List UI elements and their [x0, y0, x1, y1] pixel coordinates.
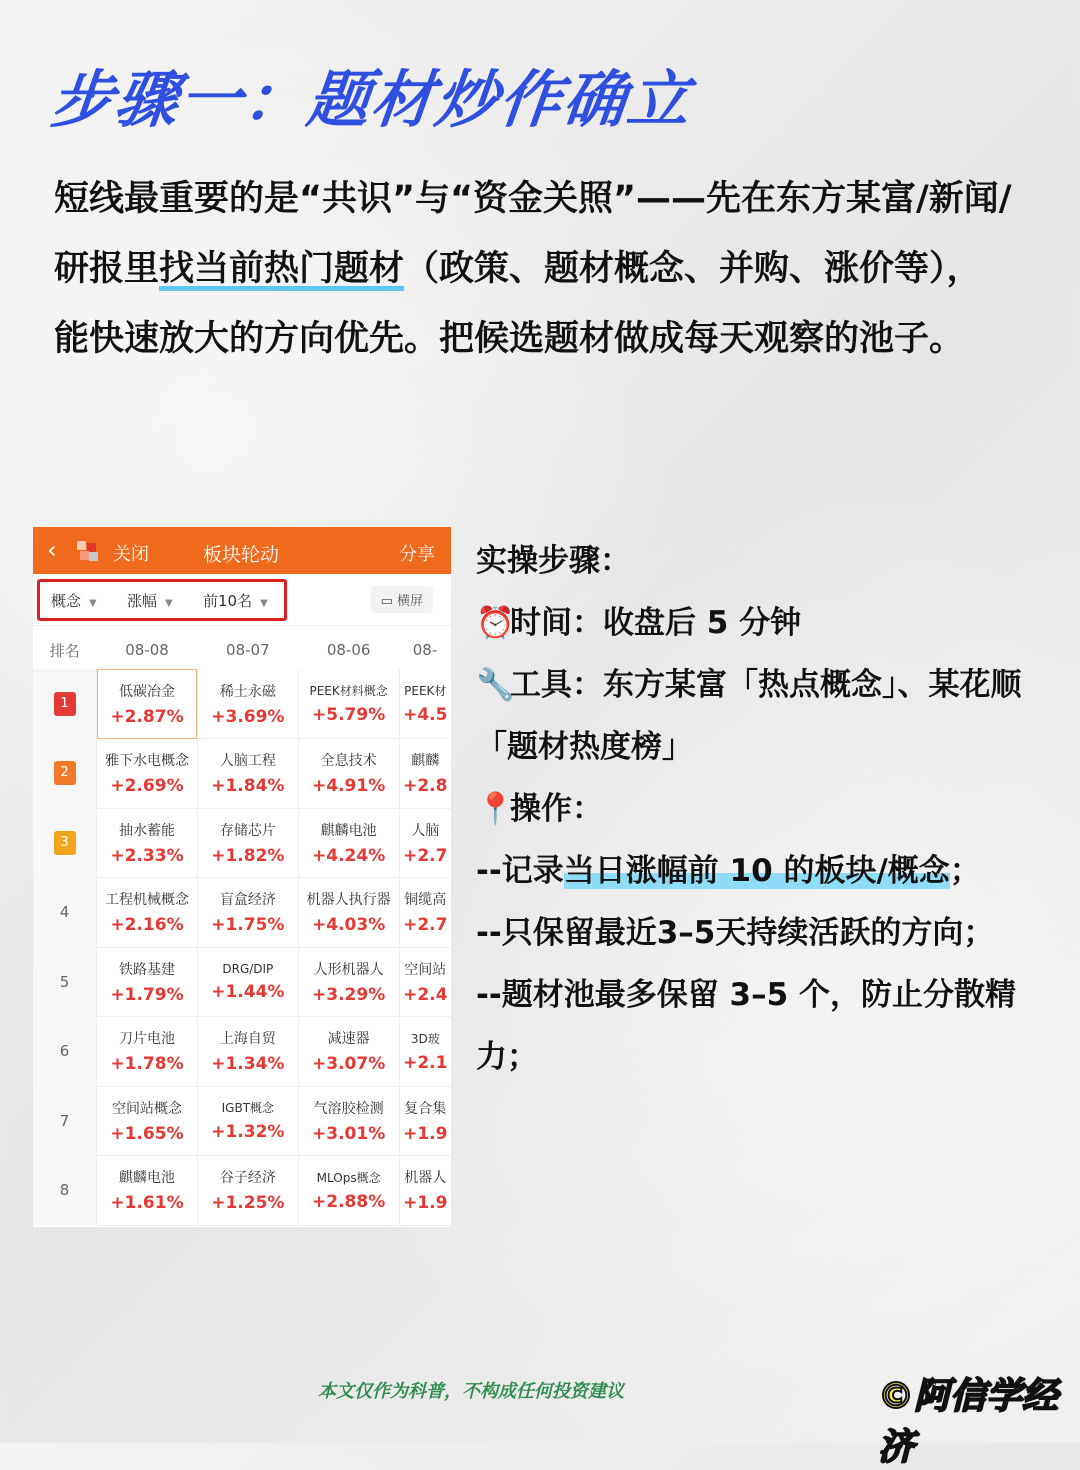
concept-cell[interactable] [97, 808, 198, 878]
concept-change: +3.69% [211, 706, 285, 727]
step-time-value: 收盘后 5 分钟 [603, 605, 802, 641]
concept-name: 存储芯片 [219, 822, 276, 839]
chevron-down-icon: ▼ [260, 598, 268, 609]
concept-cell[interactable] [197, 739, 298, 809]
column-header: 排名 [49, 641, 80, 660]
concept-cell[interactable] [97, 1156, 198, 1226]
alarm-clock-icon: ⏰ [476, 605, 515, 641]
operation-item-1 [476, 840, 1036, 902]
concept-name: PEEK材 [404, 684, 447, 698]
concept-change: +2.16% [110, 915, 184, 936]
concept-change: +2.88% [312, 1191, 386, 1212]
rank-badge: 4 [59, 903, 70, 922]
concept-cell[interactable] [197, 1156, 298, 1226]
brand-watermark: ©阿信学经济 [878, 1376, 1059, 1468]
concept-cell[interactable] [97, 669, 198, 739]
step-tool-label: 工具： [510, 667, 603, 703]
step-operation-label: 操作： [510, 791, 603, 827]
concept-cell[interactable] [197, 947, 298, 1017]
concept-cell[interactable] [399, 1017, 451, 1087]
concept-cell[interactable] [197, 808, 298, 878]
concept-change: +1.65% [110, 1123, 184, 1144]
concept-name: 铜缆高 [404, 892, 447, 909]
concept-name: 刀片电池 [119, 1031, 176, 1048]
concept-name: MLOps概念 [316, 1170, 381, 1185]
concept-cell[interactable] [197, 1086, 298, 1156]
concept-name: 减速器 [327, 1031, 370, 1048]
step-time-label: 时间： [510, 605, 603, 641]
concept-change: +5.79% [312, 705, 386, 725]
concept-name: 全息技术 [320, 753, 377, 770]
concept-name: 机器人执行器 [306, 892, 391, 909]
filter-top10-label: 前10名 [203, 592, 253, 610]
operation-item-3: --题材池最多保留 3–5 个，防止分散精力； [476, 977, 1016, 1075]
ranking-table [33, 631, 451, 1226]
concept-change: +1.9 [403, 1193, 448, 1214]
concept-change: +2.7 [403, 915, 448, 936]
concept-change: +1.79% [110, 984, 184, 1005]
operation-item-2: --只保留最近3–5天持续活跃的方向； [476, 915, 995, 951]
concept-change: +3.07% [312, 1054, 386, 1075]
concept-change: +1.84% [211, 776, 285, 797]
concept-cell[interactable] [197, 878, 298, 948]
operation-item-1-post: ； [949, 853, 981, 889]
table-row[interactable] [33, 947, 451, 1017]
filter-concept-label: 概念 [51, 592, 82, 610]
concept-cell[interactable] [97, 878, 198, 948]
concept-name: IGBT概念 [221, 1101, 275, 1116]
concept-cell[interactable] [399, 947, 451, 1017]
rank-badge: 7 [59, 1111, 70, 1130]
table-row[interactable] [33, 1017, 451, 1087]
step-tool-value: 东方某富「热点概念」、某花顺「题材热度榜」 [476, 667, 1022, 765]
rank-badge: 8 [59, 1181, 70, 1200]
concept-name: 工程机械概念 [105, 892, 190, 909]
table-row[interactable] [33, 1156, 451, 1226]
back-icon[interactable]: ‹ [47, 536, 57, 564]
intro-paragraph [54, 164, 1014, 374]
concept-name: 低碳冶金 [119, 683, 176, 700]
column-header[interactable]: 08-08 [125, 641, 169, 659]
concept-change: +1.61% [110, 1193, 184, 1214]
concept-cell[interactable] [197, 1017, 298, 1087]
concept-change: +1.78% [110, 1054, 184, 1075]
share-button[interactable]: 分享 [399, 544, 435, 565]
rank-cell [33, 1156, 97, 1226]
app-header [33, 527, 451, 574]
concept-name: DRG/DIP [222, 961, 274, 976]
concept-cell[interactable] [298, 947, 399, 1017]
concept-change: +4.03% [312, 915, 386, 936]
app-screenshot [33, 527, 451, 1227]
table-row[interactable] [33, 669, 451, 739]
concept-change: +2.4 [403, 984, 448, 1005]
concept-change: +2.87% [110, 706, 184, 727]
concept-change: +1.75% [211, 915, 285, 936]
concept-change: +4.5 [403, 705, 448, 725]
concept-cell[interactable] [298, 878, 399, 948]
rank-cell [33, 808, 97, 878]
app-title: 板块轮动 [203, 544, 280, 566]
steps-panel [476, 530, 1036, 1088]
intro-highlight: 找当前热门题材 [159, 249, 405, 289]
filter-top10[interactable] [203, 590, 268, 611]
concept-name: PEEK材料概念 [309, 684, 388, 698]
concept-cell[interactable] [298, 1017, 399, 1087]
concept-change: +2.33% [110, 845, 184, 866]
concept-cell[interactable] [197, 669, 298, 739]
table-row[interactable] [33, 739, 451, 809]
close-button[interactable]: 关闭 [113, 544, 149, 565]
landscape-icon: ▭ [380, 594, 397, 609]
concept-name: 麒麟电池 [119, 1170, 176, 1187]
concept-change: +4.24% [312, 845, 386, 866]
column-header[interactable]: 08-06 [326, 641, 371, 659]
concept-change: +1.44% [211, 981, 285, 1002]
concept-name: 空间站概念 [112, 1100, 183, 1117]
concept-name: 麒麟电池 [320, 822, 377, 839]
concept-name: 麒麟 [411, 753, 440, 770]
filter-gain-label: 涨幅 [127, 592, 158, 610]
chevron-down-icon: ▼ [89, 598, 97, 609]
page-title: 步骤一：题材炒作确立 [47, 63, 696, 136]
concept-change: +2.69% [110, 776, 184, 797]
concept-name: 人脑工程 [219, 753, 276, 770]
concept-change: +1.9 [403, 1123, 448, 1144]
concept-cell[interactable] [298, 808, 399, 878]
rank-badge: 6 [59, 1042, 70, 1061]
filter-gain[interactable] [127, 590, 173, 611]
concept-cell[interactable] [97, 1086, 198, 1156]
concept-change: +2.7 [403, 845, 448, 866]
concept-change: +2.1 [403, 1052, 448, 1073]
concept-cell[interactable] [399, 669, 451, 739]
concept-name: 谷子经济 [219, 1170, 276, 1187]
concept-change: +1.82% [211, 845, 285, 866]
concept-cell[interactable] [298, 1156, 399, 1226]
table-header-row [33, 631, 451, 669]
rank-cell [33, 1017, 97, 1087]
concept-name: 气溶胶检测 [313, 1100, 384, 1117]
table-row[interactable] [33, 808, 451, 878]
concept-change: +1.25% [211, 1193, 285, 1214]
concept-change: +3.01% [312, 1123, 386, 1144]
pin-icon: 📍 [476, 791, 515, 827]
rank-cell [33, 669, 97, 739]
concept-cell[interactable] [399, 878, 451, 948]
concept-name: 空间站 [404, 961, 447, 978]
concept-name: 机器人 [404, 1170, 447, 1187]
rank-badge: 3 [54, 831, 76, 855]
concept-change: +1.34% [211, 1054, 285, 1075]
step-operation [476, 778, 1036, 840]
concept-change: +4.91% [312, 776, 386, 797]
concept-change: +3.29% [312, 984, 386, 1005]
rank-badge: 2 [54, 761, 76, 785]
rank-cell [33, 1086, 97, 1156]
concept-change: +1.32% [211, 1122, 285, 1143]
concept-cell[interactable] [97, 947, 198, 1017]
concept-cell[interactable] [399, 808, 451, 878]
column-header[interactable]: 08-07 [226, 641, 270, 659]
operation-item-1-highlight: 当日涨幅前 10 的板块/概念 [563, 853, 950, 889]
concept-name: 铁路基建 [119, 961, 176, 978]
concept-cell[interactable] [298, 739, 399, 809]
step-tool [476, 654, 1036, 778]
concept-cell[interactable] [399, 1156, 451, 1226]
concept-name: 稀土永磁 [219, 683, 276, 700]
concept-cell[interactable] [298, 669, 399, 739]
concept-name: 上海自贸 [219, 1031, 276, 1048]
filter-concept[interactable] [51, 590, 97, 611]
intro-text-1: 短线最重要的是“共识”与“资金关照”——先在东方某富/新闻/研报里 [54, 179, 1012, 289]
table-row[interactable] [33, 1086, 451, 1156]
wrench-icon: 🔧 [476, 667, 515, 703]
concept-cell[interactable] [298, 1086, 399, 1156]
concept-name: 复合集 [404, 1100, 447, 1117]
rank-badge: 1 [54, 692, 76, 716]
app-logo-icon [77, 541, 99, 561]
concept-change: +2.8 [403, 776, 448, 797]
steps-heading: 实操步骤： [476, 543, 631, 579]
concept-name: 3D玻 [410, 1031, 440, 1046]
disclaimer: 本文仅作为科普，不构成任何投资建议 [318, 1381, 624, 1402]
concept-cell[interactable] [97, 739, 198, 809]
rank-cell [33, 947, 97, 1017]
concept-name: 盲盒经济 [219, 892, 276, 909]
table-row[interactable] [33, 878, 451, 948]
rank-cell [33, 739, 97, 809]
concept-name: 人脑 [411, 822, 440, 839]
rank-cell [33, 878, 97, 948]
landscape-label: 横屏 [396, 594, 423, 609]
column-header[interactable]: 08- [412, 641, 438, 659]
step-time [476, 592, 1036, 654]
filter-bar [33, 574, 451, 626]
concept-name: 人形机器人 [313, 961, 384, 978]
concept-cell[interactable] [399, 1086, 451, 1156]
landscape-button[interactable] [371, 586, 433, 613]
intro-text-2: （政策、题材概念、并购、涨价等），能快速放大的方向优先。把候选题材做成每天观察的池子。 [54, 249, 982, 359]
chevron-down-icon: ▼ [165, 598, 173, 609]
concept-cell[interactable] [97, 1017, 198, 1087]
concept-name: 抽水蓄能 [119, 822, 176, 839]
rank-badge: 5 [59, 972, 70, 991]
concept-cell[interactable] [399, 739, 451, 809]
operation-item-1-pre: --记录 [476, 853, 564, 889]
concept-name: 雅下水电概念 [105, 753, 190, 770]
